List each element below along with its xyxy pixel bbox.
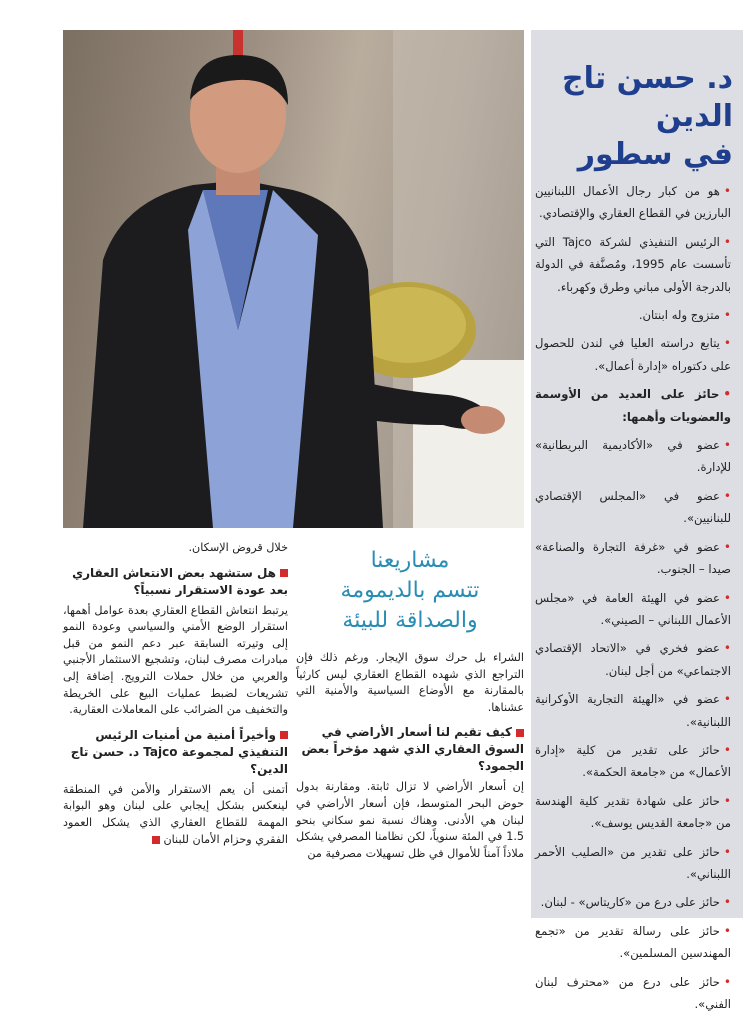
bio-item-text: عضو في «الأكاديمية البريطانية» للإدارة. <box>535 438 731 475</box>
bio-item <box>535 383 731 428</box>
bio-item <box>535 434 731 479</box>
bio-item <box>535 536 731 581</box>
bio-item-text: عضو فخري في «الاتحاد الإقتصادي الاجتماعي» من أجل لبنان. <box>535 641 731 678</box>
bio-item <box>535 920 731 965</box>
bio-item <box>535 971 731 1016</box>
portrait-illustration <box>63 30 524 528</box>
bullet-square-icon <box>280 569 288 577</box>
bio-item <box>535 637 731 682</box>
bullet-dot-icon: • <box>723 387 731 402</box>
bio-item <box>535 332 731 377</box>
bio-item-text: حائز على درع من «محترف لبنان الفني». <box>535 974 731 1011</box>
article-column-left <box>63 540 288 918</box>
bio-item-text: حائز على العديد من الأوسمة والعضويات وأهمها: <box>535 387 731 424</box>
question-text: كيف تقيم لنا أسعار الأراضي في السوق العقاري الذي شهد مؤخراً بعض الجمود؟ <box>301 725 524 774</box>
bio-item-text: الرئيس التنفيذي لشركة Tajco التي تأسست عام 1995، ومُصنَّفة في الدولة بالدرجة الأولى مباني وطرق وكهرباء. <box>535 234 731 294</box>
bullet-dot-icon: • <box>723 923 731 938</box>
portrait-photo <box>63 30 524 528</box>
bullet-dot-icon: • <box>723 641 731 656</box>
bullet-dot-icon: • <box>723 336 731 351</box>
bio-item <box>535 841 731 886</box>
bio-item-text: متزوج وله ابنتان. <box>638 308 720 323</box>
paragraph: خلال قروض الإسكان. <box>188 541 288 554</box>
bullet-dot-icon: • <box>723 488 731 503</box>
bio-item <box>535 485 731 530</box>
question-text: هل ستشهد بعض الانتعاش العقاري بعد عودة الاستقرار نسبياً؟ <box>72 565 288 597</box>
question <box>296 724 524 775</box>
pull-quote-line-3: والصداقة للبيئة <box>342 608 478 633</box>
question <box>63 727 288 778</box>
bio-item-text: حائز على تقدير من «الصليب الأحمر اللبناني». <box>535 844 731 881</box>
bullet-dot-icon: • <box>723 590 731 605</box>
closing-text: أتمنى أن يعم الاستقرار والأمن في المنطقة لينعكس بشكل إيجابي على لبنان وهو البوابة المهمة للقطاع العقاري الذي يشكل العمود الفقري وحزام الأمان للبنان <box>63 782 288 846</box>
pull-quote <box>296 546 524 636</box>
bio-item <box>535 688 731 733</box>
question <box>63 565 288 599</box>
paragraph: إن أسعار الأراضي لا تزال ثابتة. ومقارنة بدول حوض البحر المتوسط، فإن أسعار الأراضي في لبنان هي الأدنى. وهناك نسبة نمو سكاني بنحو 1.5 في المئة سنوياً، لكن نظامنا المصرفي يشكل ملاذاً آمناً للأموال في ظل تسهيلات مصرفية من <box>296 780 524 860</box>
bullet-square-icon <box>280 731 288 739</box>
bio-item <box>535 304 731 326</box>
bullet-dot-icon: • <box>723 308 731 323</box>
bullet-dot-icon: • <box>723 844 731 859</box>
bio-item-text: عضو في «غرفة التجارة والصناعة» صيدا – الجنوب. <box>535 539 731 577</box>
pull-quote-line-2: تتسم بالديمومة <box>340 578 480 603</box>
bio-sidebar <box>531 30 743 1011</box>
article-column-middle <box>296 540 524 918</box>
bullet-dot-icon: • <box>723 438 731 453</box>
bio-item <box>535 587 731 632</box>
bullet-dot-icon: • <box>723 974 731 989</box>
bullet-dot-icon: • <box>723 184 731 198</box>
bullet-dot-icon: • <box>723 234 731 249</box>
pull-quote-line-1: مشاريعنا <box>370 548 450 573</box>
question-text: وأخيراً أمنية من أمنيات الرئيس التنفيذي لمجموعة Tajco د. حسن تاج الدين؟ <box>70 727 288 776</box>
bio-item-text: عضو في «الهيئة التجارية الأوكرانية اللبنانية». <box>535 692 731 729</box>
bio-name: د. حسن تاج الدين <box>562 61 733 134</box>
bio-item <box>535 739 731 784</box>
bullet-dot-icon: • <box>723 793 731 808</box>
bio-item-text: حائز على درع من «كاريتاس» - لبنان. <box>540 895 720 910</box>
bio-item <box>535 790 731 835</box>
bio-item-text: يتابع دراسته العليا في لندن للحصول على دكتوراه «إدارة أعمال». <box>535 336 731 373</box>
bio-item <box>535 231 731 298</box>
bio-item-text: عضو في «المجلس الإقتصادي للبنانيين». <box>535 488 731 526</box>
bullet-dot-icon: • <box>723 692 731 707</box>
bio-item <box>535 891 731 913</box>
end-square-icon <box>152 836 160 844</box>
bio-item-text: حائز على رسالة تقدير من «تجمع المهندسين المسلمين». <box>535 923 731 961</box>
paragraph: يرتبط انتعاش القطاع العقاري بعدة عوامل أهمها، استقرار الوضع الأمني والسياسي وعودة النمو إلى وتيرته السابقة عبر دعم النمو من قبل مبادرات مصرف لبنان، وتشجيع الاستثمار الأجنبي والعربي من خلال حملات الترويج. إضافة إلى تشريعات لضبط عمليات البيع على الخريطة والتخفيف من الضرائب على المعاملات العقارية. <box>63 603 288 717</box>
bullet-dot-icon: • <box>723 539 731 554</box>
bio-item-text: حائز على شهادة تقدير كلية الهندسة من «جامعة القديس يوسف». <box>535 793 731 831</box>
bio-item <box>535 180 731 225</box>
bullet-dot-icon: • <box>723 895 731 910</box>
bio-item-text: هو من كبار رجال الأعمال اللبنانيين البارزين في القطاع العقاري والإقتصادي. <box>535 184 731 221</box>
bio-subtitle: في سطور <box>577 137 733 172</box>
bio-item-text: حائز على تقدير من كلية «إدارة الأعمال» من «جامعة الحكمة». <box>535 742 731 780</box>
bio-title <box>533 60 733 174</box>
paragraph <box>63 782 288 848</box>
bullet-square-icon <box>516 729 524 737</box>
bullet-dot-icon: • <box>723 742 731 757</box>
bio-item-text: عضو في الهيئة العامة في «مجلس الأعمال اللبناني – الصيني». <box>535 590 731 627</box>
bio-list <box>535 180 731 1021</box>
paragraph: الشراء بل حرك سوق الإيجار. ورغم ذلك فإن التراجع الذي شهده القطاع العقاري ليس كارثياً بالمقارنة مع الأوضاع السياسية والأمنية التي عشناها. <box>296 651 524 714</box>
